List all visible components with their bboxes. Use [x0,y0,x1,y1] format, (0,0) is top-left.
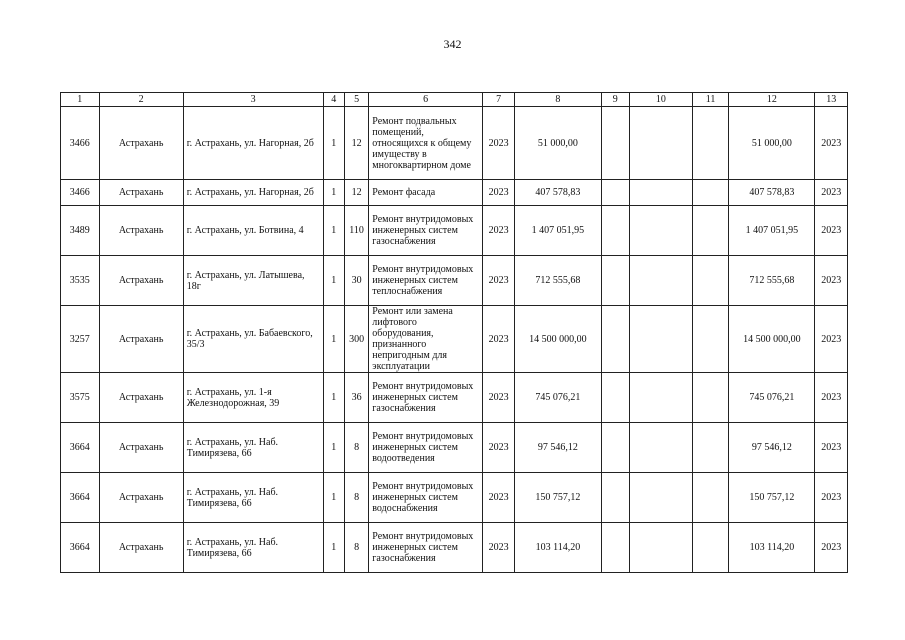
row-total: 712 555,68 [729,256,815,306]
page-number: 342 [443,37,462,51]
row-work-type: Ремонт внутридомовых инженерных систем газоснабжения [369,206,483,256]
row-city: Астрахань [99,473,183,523]
row-col11 [692,107,729,180]
row-total: 1 407 051,95 [729,206,815,256]
row-col11 [692,473,729,523]
row-city: Астрахань [99,180,183,206]
row-year: 2023 [482,306,514,373]
row-city: Астрахань [99,256,183,306]
row-col11 [692,373,729,423]
row-col11 [692,180,729,206]
row-col11 [692,206,729,256]
row-end-year: 2023 [815,306,848,373]
row-col9 [601,107,629,180]
row-cost: 51 000,00 [515,107,601,180]
table-row [61,523,848,573]
row-total: 407 578,83 [729,180,815,206]
column-header-10: 10 [629,93,692,107]
table-row [61,423,848,473]
row-cost: 712 555,68 [515,256,601,306]
header-row [61,93,848,107]
row-col5: 110 [344,206,368,256]
table-row [61,206,848,256]
row-year: 2023 [482,373,514,423]
row-col9 [601,180,629,206]
row-col9 [601,206,629,256]
row-col11 [692,256,729,306]
row-cost: 97 546,12 [515,423,601,473]
row-id: 3664 [61,523,100,573]
row-col4: 1 [323,473,344,523]
row-col5: 8 [344,423,368,473]
row-total: 97 546,12 [729,423,815,473]
table-row [61,306,848,373]
column-header-7: 7 [482,93,514,107]
row-col10 [629,206,692,256]
row-end-year: 2023 [815,473,848,523]
row-col10 [629,473,692,523]
row-col4: 1 [323,423,344,473]
row-col4: 1 [323,206,344,256]
table-row [61,256,848,306]
row-col5: 12 [344,107,368,180]
row-id: 3664 [61,473,100,523]
row-col11 [692,423,729,473]
row-work-type: Ремонт или замена лифтового оборудования, признанного непригодным для эксплуатации [369,306,483,373]
row-col4: 1 [323,523,344,573]
column-header-8: 8 [515,93,601,107]
repair-schedule-table [60,92,848,573]
row-cost: 1 407 051,95 [515,206,601,256]
row-col5: 30 [344,256,368,306]
row-year: 2023 [482,523,514,573]
row-id: 3466 [61,180,100,206]
row-address: г. Астрахань, ул. Наб. Тимирязева, 66 [183,423,323,473]
row-col10 [629,107,692,180]
row-year: 2023 [482,180,514,206]
row-total: 103 114,20 [729,523,815,573]
column-header-5: 5 [344,93,368,107]
row-id: 3535 [61,256,100,306]
row-id: 3664 [61,423,100,473]
row-col9 [601,473,629,523]
row-city: Астрахань [99,373,183,423]
row-col9 [601,306,629,373]
row-address: г. Астрахань, ул. Ботвина, 4 [183,206,323,256]
column-header-1: 1 [61,93,100,107]
row-col10 [629,256,692,306]
row-col10 [629,306,692,373]
row-col5: 8 [344,523,368,573]
row-work-type: Ремонт фасада [369,180,483,206]
column-header-6: 6 [369,93,483,107]
column-header-2: 2 [99,93,183,107]
row-work-type: Ремонт внутридомовых инженерных систем газоснабжения [369,373,483,423]
row-col4: 1 [323,180,344,206]
row-col11 [692,523,729,573]
table-row [61,373,848,423]
row-col5: 12 [344,180,368,206]
row-cost: 745 076,21 [515,373,601,423]
row-col11 [692,306,729,373]
row-id: 3489 [61,206,100,256]
column-header-9: 9 [601,93,629,107]
row-work-type: Ремонт внутридомовых инженерных систем теплоснабжения [369,256,483,306]
row-address: г. Астрахань, ул. Бабаевского, 35/3 [183,306,323,373]
column-header-4: 4 [323,93,344,107]
row-col4: 1 [323,107,344,180]
row-city: Астрахань [99,423,183,473]
column-header-13: 13 [815,93,848,107]
column-header-12: 12 [729,93,815,107]
row-address: г. Астрахань, ул. Наб. Тимирязева, 66 [183,473,323,523]
row-col5: 8 [344,473,368,523]
row-col9 [601,523,629,573]
row-col4: 1 [323,306,344,373]
row-total: 14 500 000,00 [729,306,815,373]
row-id: 3466 [61,107,100,180]
row-work-type: Ремонт внутридомовых инженерных систем газоснабжения [369,523,483,573]
row-end-year: 2023 [815,523,848,573]
row-col10 [629,423,692,473]
row-address: г. Астрахань, ул. 1-я Железнодорожная, 39 [183,373,323,423]
row-col4: 1 [323,373,344,423]
row-year: 2023 [482,256,514,306]
row-year: 2023 [482,206,514,256]
row-year: 2023 [482,473,514,523]
row-city: Астрахань [99,523,183,573]
row-col5: 36 [344,373,368,423]
row-end-year: 2023 [815,256,848,306]
row-col10 [629,523,692,573]
row-total: 745 076,21 [729,373,815,423]
row-end-year: 2023 [815,180,848,206]
row-work-type: Ремонт внутридомовых инженерных систем водоотведения [369,423,483,473]
row-address: г. Астрахань, ул. Наб. Тимирязева, 66 [183,523,323,573]
row-end-year: 2023 [815,107,848,180]
table-row [61,180,848,206]
column-header-3: 3 [183,93,323,107]
row-col10 [629,180,692,206]
row-end-year: 2023 [815,423,848,473]
row-id: 3575 [61,373,100,423]
row-city: Астрахань [99,107,183,180]
row-city: Астрахань [99,206,183,256]
row-col9 [601,373,629,423]
column-header-11: 11 [692,93,729,107]
row-col4: 1 [323,256,344,306]
row-city: Астрахань [99,306,183,373]
table-row [61,107,848,180]
row-cost: 407 578,83 [515,180,601,206]
row-id: 3257 [61,306,100,373]
row-cost: 103 114,20 [515,523,601,573]
row-year: 2023 [482,107,514,180]
row-col9 [601,423,629,473]
row-work-type: Ремонт подвальных помещений, относящихся к общему имуществу в многоквартирном доме [369,107,483,180]
row-cost: 150 757,12 [515,473,601,523]
row-end-year: 2023 [815,373,848,423]
row-year: 2023 [482,423,514,473]
table-row [61,473,848,523]
row-end-year: 2023 [815,206,848,256]
row-col5: 300 [344,306,368,373]
row-address: г. Астрахань, ул. Нагорная, 2б [183,180,323,206]
row-address: г. Астрахань, ул. Нагорная, 2б [183,107,323,180]
row-cost: 14 500 000,00 [515,306,601,373]
row-col9 [601,256,629,306]
row-col10 [629,373,692,423]
row-total: 150 757,12 [729,473,815,523]
row-work-type: Ремонт внутридомовых инженерных систем водоснабжения [369,473,483,523]
row-address: г. Астрахань, ул. Латышева, 18г [183,256,323,306]
row-total: 51 000,00 [729,107,815,180]
